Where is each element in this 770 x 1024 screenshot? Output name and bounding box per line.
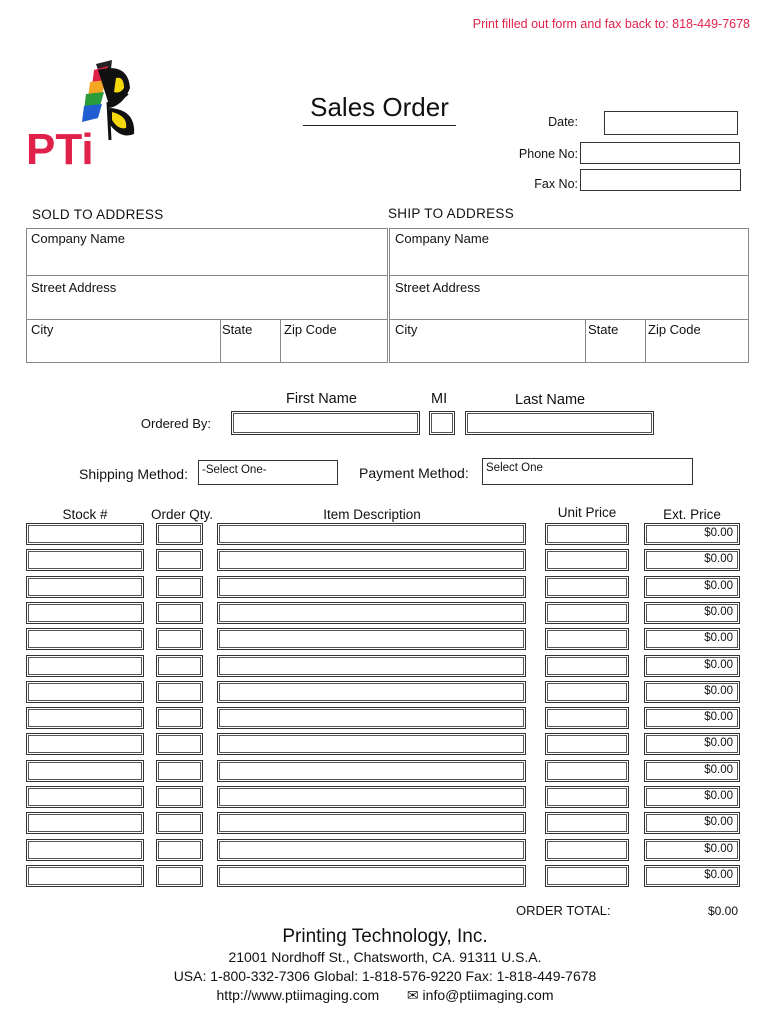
stock-input[interactable] [26, 707, 144, 729]
ship-to-title: SHIP TO ADDRESS [388, 206, 515, 221]
unit-price-input[interactable] [545, 523, 629, 545]
stock-input[interactable] [26, 865, 144, 887]
ext-price-field: $0.00 [644, 576, 740, 598]
unit-price-input[interactable] [545, 549, 629, 571]
unit-price-input[interactable] [545, 628, 629, 650]
ext-price-field: $0.00 [644, 655, 740, 677]
ext-price-field: $0.00 [644, 628, 740, 650]
ext-price-field: $0.00 [644, 523, 740, 545]
stock-input[interactable] [26, 681, 144, 703]
shipping-method-label: Shipping Method: [79, 466, 188, 482]
ext-price-field: $0.00 [644, 786, 740, 808]
sold-company-input[interactable]: Company Name [31, 231, 125, 246]
description-input[interactable] [217, 602, 526, 624]
page-title: Sales Order [303, 92, 456, 126]
phone-input[interactable] [580, 142, 740, 164]
description-input[interactable] [217, 812, 526, 834]
ship-to-address-box [389, 228, 749, 363]
description-input[interactable] [217, 786, 526, 808]
sold-to-title: SOLD TO ADDRESS [32, 207, 164, 222]
unit-price-input[interactable] [545, 655, 629, 677]
stock-input[interactable] [26, 733, 144, 755]
ext-price-field: $0.00 [644, 760, 740, 782]
unit-price-input[interactable] [545, 839, 629, 861]
qty-input[interactable] [156, 812, 203, 834]
ext-price-field: $0.00 [644, 681, 740, 703]
qty-input[interactable] [156, 681, 203, 703]
fax-input[interactable] [580, 169, 741, 191]
ordered-by-label: Ordered By: [140, 416, 211, 431]
stock-input[interactable] [26, 523, 144, 545]
ext-price-field: $0.00 [644, 865, 740, 887]
ext-price-field: $0.00 [644, 839, 740, 861]
description-input[interactable] [217, 549, 526, 571]
qty-input[interactable] [156, 733, 203, 755]
qty-input[interactable] [156, 707, 203, 729]
mail-icon: ✉ [406, 987, 419, 1003]
sold-to-address-box [26, 228, 388, 363]
unit-price-input[interactable] [545, 576, 629, 598]
description-input[interactable] [217, 760, 526, 782]
stock-input[interactable] [26, 576, 144, 598]
description-input[interactable] [217, 655, 526, 677]
mi-label: MI [431, 391, 448, 407]
payment-method-label: Payment Method: [359, 465, 469, 481]
first-name-label: First Name [286, 391, 357, 407]
first-name-input[interactable] [231, 411, 420, 435]
pti-logo [24, 60, 154, 172]
sold-state-input[interactable]: State [222, 322, 253, 337]
stock-input[interactable] [26, 812, 144, 834]
unit-price-input[interactable] [545, 681, 629, 703]
ship-company-input[interactable]: Company Name [395, 231, 489, 246]
qty-input[interactable] [156, 865, 203, 887]
description-input[interactable] [217, 523, 526, 545]
last-name-label: Last Name [515, 392, 586, 408]
col-ext-price: Ext. Price [663, 507, 721, 522]
unit-price-input[interactable] [545, 602, 629, 624]
email-link[interactable]: info@ptiimaging.com [422, 987, 554, 1003]
stock-input[interactable] [26, 839, 144, 861]
ship-state-input[interactable]: State [588, 322, 619, 337]
footer-company: Printing Technology, Inc. [282, 926, 488, 947]
date-label: Date: [548, 115, 578, 129]
col-desc: Item Description [323, 507, 421, 522]
order-total-value: $0.00 [707, 904, 738, 918]
unit-price-input[interactable] [545, 760, 629, 782]
ext-price-field: $0.00 [644, 549, 740, 571]
stock-input[interactable] [26, 655, 144, 677]
stock-input[interactable] [26, 602, 144, 624]
phone-label: Phone No: [518, 147, 578, 161]
unit-price-input[interactable] [545, 812, 629, 834]
qty-input[interactable] [156, 786, 203, 808]
footer-address: 21001 Nordhoff St., Chatsworth, CA. 91311 U.S.A. [228, 949, 542, 965]
logo-text: PTi [26, 125, 94, 172]
unit-price-input[interactable] [545, 865, 629, 887]
stock-input[interactable] [26, 549, 144, 571]
qty-input[interactable] [156, 760, 203, 782]
stock-input[interactable] [26, 760, 144, 782]
qty-input[interactable] [156, 523, 203, 545]
shipping-method-select[interactable]: -Select One- [198, 460, 338, 485]
qty-input[interactable] [156, 549, 203, 571]
sold-zip-input[interactable]: Zip Code [284, 322, 337, 337]
description-input[interactable] [217, 865, 526, 887]
col-unit-price: Unit Price [557, 505, 617, 520]
ship-city-input[interactable]: City [395, 322, 418, 337]
fax-instruction: Print filled out form and fax back to: 818-449-7678 [472, 17, 750, 31]
ship-zip-input[interactable]: Zip Code [648, 322, 701, 337]
payment-method-select[interactable]: Select One [482, 458, 693, 485]
qty-input[interactable] [156, 655, 203, 677]
last-name-input[interactable] [465, 411, 654, 435]
description-input[interactable] [217, 707, 526, 729]
footer-links [0, 987, 770, 1004]
unit-price-input[interactable] [545, 733, 629, 755]
footer-phones: USA: 1-800-332-7306 Global: 1-818-576-9220 Fax: 1-818-449-7678 [173, 968, 597, 984]
order-total-label: ORDER TOTAL: [516, 903, 611, 918]
ext-price-field: $0.00 [644, 812, 740, 834]
sold-street-input[interactable]: Street Address [31, 280, 117, 295]
stock-input[interactable] [26, 628, 144, 650]
description-input[interactable] [217, 628, 526, 650]
qty-input[interactable] [156, 602, 203, 624]
unit-price-input[interactable] [545, 786, 629, 808]
ext-price-field: $0.00 [644, 602, 740, 624]
unit-price-input[interactable] [545, 707, 629, 729]
col-stock: Stock # [62, 507, 108, 522]
stock-input[interactable] [26, 786, 144, 808]
description-input[interactable] [217, 839, 526, 861]
qty-input[interactable] [156, 576, 203, 598]
ext-price-field: $0.00 [644, 707, 740, 729]
description-input[interactable] [217, 576, 526, 598]
ext-price-field: $0.00 [644, 733, 740, 755]
date-input[interactable] [604, 111, 738, 135]
mi-input[interactable] [429, 411, 455, 435]
col-qty: Order Qty. [150, 507, 213, 522]
description-input[interactable] [217, 681, 526, 703]
ship-street-input[interactable]: Street Address [395, 280, 481, 295]
website-link[interactable]: http://www.ptiimaging.com [216, 987, 380, 1003]
sold-city-input[interactable]: City [31, 322, 54, 337]
qty-input[interactable] [156, 839, 203, 861]
description-input[interactable] [217, 733, 526, 755]
qty-input[interactable] [156, 628, 203, 650]
fax-label: Fax No: [534, 177, 578, 191]
